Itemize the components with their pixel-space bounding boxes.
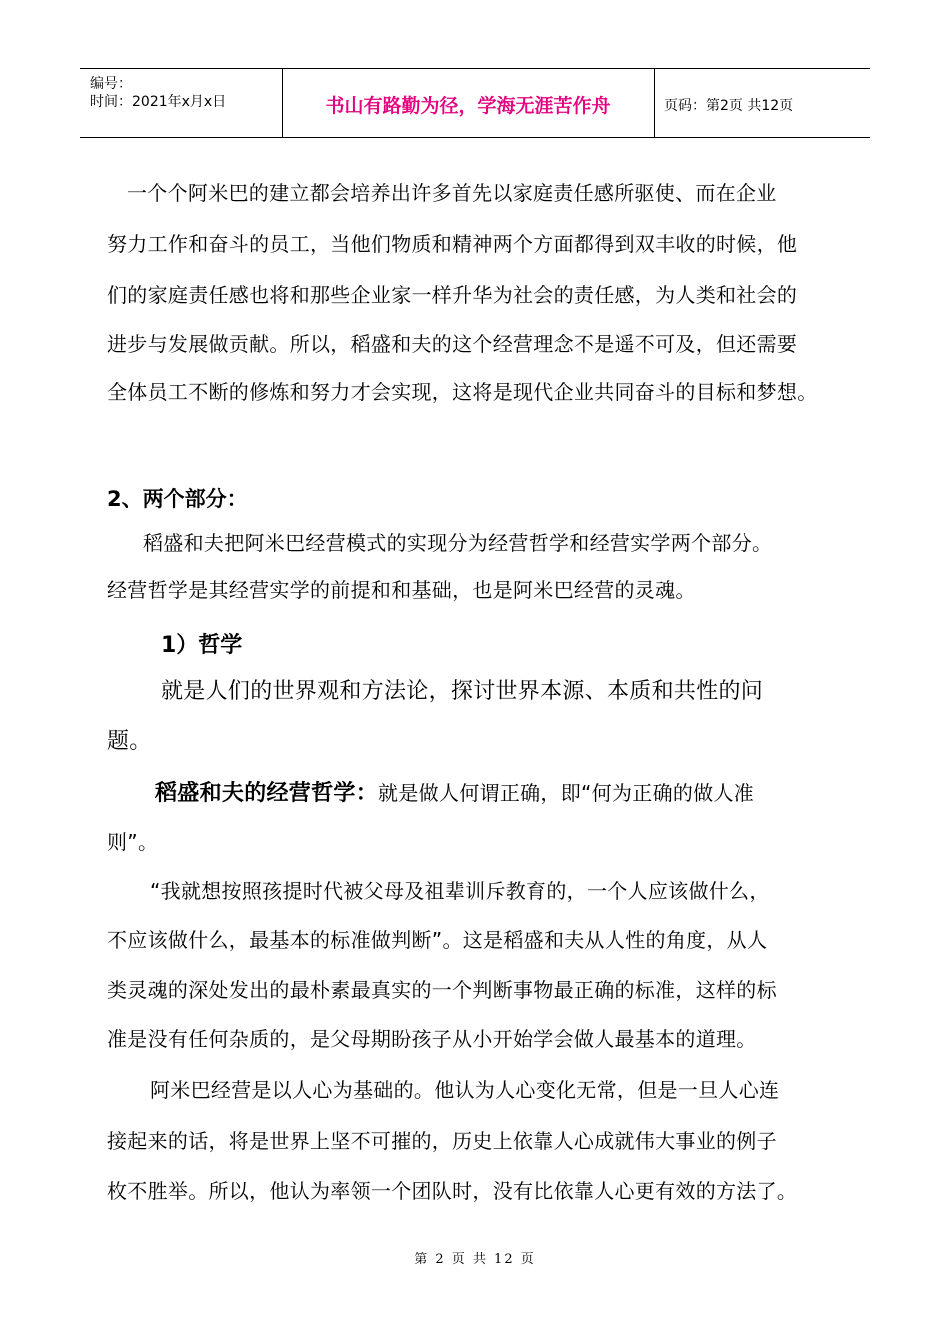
paragraph1-line: 努力工作和奋斗的员工，当他们物质和精神两个方面都得到双丰收的时候，他 <box>107 232 798 256</box>
quote-paragraph-line: 准是没有任何杂质的，是父母期盼孩子从小开始学会做人最基本的道理。 <box>107 1027 757 1051</box>
quote-paragraph-line: 不应该做什么，最基本的标准做判断”。这是稻盛和夫从人性的角度，从人 <box>107 928 768 952</box>
page-footer: 第 2 页 共 12 页 <box>414 1252 536 1267</box>
paragraph1-line: 一个个阿米巴的建立都会培养出许多首先以家庭责任感所驱使、而在企业 <box>127 181 777 205</box>
header-page-cell <box>654 69 870 137</box>
paragraph1-line: 进步与发展做贡献。所以，稻盛和夫的这个经营理念不是遥不可及，但还需要 <box>107 332 798 356</box>
paragraph1-line: 们的家庭责任感也将和那些企业家一样升华为社会的责任感，为人类和社会的 <box>107 283 798 307</box>
inamori-philosophy-line <box>155 783 754 804</box>
quote-paragraph-line: 类灵魂的深处发出的最朴素最真实的一个判断事物最正确的标准，这样的标 <box>107 978 777 1002</box>
amoeba-paragraph-line: 枚不胜举。所以，他认为率领一个团队时，没有比依靠人心更有效的方法了。 <box>107 1179 798 1203</box>
quote-paragraph-line: “我就想按照孩提时代被父母及祖辈训斥教育的，一个人应该做什么， <box>150 879 770 903</box>
amoeba-paragraph-line: 阿米巴经营是以人心为基础的。他认为人心变化无常，但是一旦人心连 <box>150 1078 780 1102</box>
amoeba-paragraph-line: 接起来的话，将是世界上坚不可摧的，历史上依靠人心成就伟大事业的例子 <box>107 1129 777 1153</box>
subsection-philosophy-heading: 1）哲学 <box>161 633 243 658</box>
paragraph2-line: 稻盛和夫把阿米巴经营模式的实现分为经营哲学和经营实学两个部分。 <box>143 531 773 555</box>
section-2-heading: 2、两个部分： <box>107 487 248 511</box>
header-motto: 书山有路勤为径，学海无涯苦作舟 <box>325 95 611 117</box>
document-header <box>80 68 870 138</box>
philosophy-definition-line: 题。 <box>107 729 152 754</box>
document-time-label: 时间：2021年x月x日 <box>90 94 227 110</box>
header-page-number: 页码：第2页 共12页 <box>664 98 794 114</box>
header-motto-cell <box>282 69 655 137</box>
inamori-philosophy-label: 稻盛和夫的经营哲学： <box>155 781 379 806</box>
document-code-label: 编号： <box>90 76 132 92</box>
paragraph2-line: 经营哲学是其经营实学的前提和和基础，也是阿米巴经营的灵魂。 <box>107 578 696 602</box>
inamori-philosophy-line: 则”。 <box>107 830 159 854</box>
header-left-cell <box>80 69 283 137</box>
philosophy-definition-line: 就是人们的世界观和方法论，探讨世界本源、本质和共性的问 <box>161 679 764 704</box>
paragraph1-line: 全体员工不断的修炼和努力才会实现，这将是现代企业共同奋斗的目标和梦想。 <box>107 380 818 404</box>
inamori-philosophy-text: 就是做人何谓正确，即“何为正确的做人准 <box>378 781 755 805</box>
